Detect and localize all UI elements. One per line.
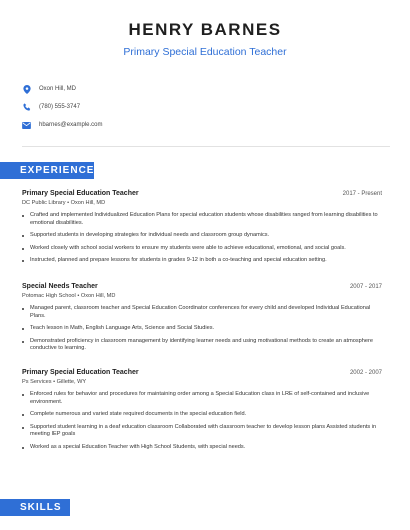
candidate-title: Primary Special Education Teacher bbox=[123, 46, 287, 58]
job-bullet: Crafted and implemented Individualized Education Plans for special education students whose disabilities ranged from learning disabilities to emotional disabilities. bbox=[22, 212, 382, 227]
section-experience-heading: EXPERIENCE bbox=[0, 162, 94, 179]
job-title: Primary Special Education Teacher bbox=[22, 369, 139, 376]
job-location: Oxon Hill, MD bbox=[70, 200, 106, 206]
email-icon bbox=[22, 121, 31, 130]
contact-phone bbox=[22, 98, 390, 116]
section-skills-heading: SKILLS bbox=[0, 499, 70, 516]
job-title: Special Needs Teacher bbox=[22, 283, 98, 290]
job-location: Oxon Hill, MD bbox=[80, 293, 116, 299]
contact-location-text: Oxon Hill, MD bbox=[39, 86, 77, 92]
header-divider bbox=[22, 146, 390, 147]
job-bullets bbox=[22, 391, 382, 452]
job-employer-line: Ps Services • Gillette, WY bbox=[22, 379, 87, 385]
job-bullets bbox=[22, 212, 382, 265]
job-dates: 2007 - 2017 bbox=[349, 284, 382, 290]
job-employer: Ps Services bbox=[22, 379, 52, 385]
job-bullet: Supported students in developing strategies for individual needs and classroom group dynamics. bbox=[22, 232, 382, 240]
job-dates: 2017 - Present bbox=[342, 191, 382, 197]
job-location: Gillette, WY bbox=[56, 379, 87, 385]
job-bullet: Supported student learning in a deaf education classroom Collaborated with classroom teacher to develop lesson plans Assisted students in meeting IEP goals bbox=[22, 424, 382, 439]
job-employer-line: DC Public Library • Oxon Hill, MD bbox=[22, 200, 106, 206]
job-bullet: Enforced rules for behavior and procedures for maintaining order among a Special Education class in LRE of self-contained and inclusive environment. bbox=[22, 391, 382, 406]
candidate-name: HENRY BARNES bbox=[128, 20, 282, 39]
job-bullet: Demonstrated proficiency in classroom management by identifying learner needs and using motivational methods to create an atmosphere conductive to learning. bbox=[22, 338, 382, 353]
job-bullet: Instructed, planned and prepare lessons for students in grades 9-12 in both a co-teaching and special education setting. bbox=[22, 257, 382, 265]
job-bullet: Worked as a special Education Teacher with High School Students, with special needs. bbox=[22, 444, 382, 452]
contact-list bbox=[22, 80, 390, 134]
job-entry bbox=[22, 369, 382, 457]
job-employer-line: Potomac High School • Oxon Hill, MD bbox=[22, 293, 116, 299]
contact-phone-text: (780) 555-3747 bbox=[39, 104, 81, 110]
contact-email-text[interactable]: hbarnes@example.com bbox=[39, 122, 103, 128]
location-pin-icon bbox=[22, 85, 31, 94]
job-dates: 2002 - 2007 bbox=[349, 370, 382, 376]
contact-location bbox=[22, 80, 390, 98]
job-employer: Potomac High School bbox=[22, 293, 76, 299]
job-bullets bbox=[22, 305, 382, 353]
job-bullet: Complete numerous and varied state required documents in the special education field. bbox=[22, 411, 382, 419]
resume-header bbox=[0, 20, 410, 58]
contact-email[interactable] bbox=[22, 116, 390, 134]
job-employer: DC Public Library bbox=[22, 200, 66, 206]
job-bullet: Worked closely with school social workers to ensure my students were able to achieve educational, emotional, and social goals. bbox=[22, 245, 382, 253]
job-bullet: Managed parent, classroom teacher and Special Education Coordinator conferences for every child and developed Individual Educational Plans. bbox=[22, 305, 382, 320]
job-entry bbox=[22, 190, 382, 270]
phone-icon bbox=[22, 103, 31, 112]
job-entry bbox=[22, 283, 382, 358]
job-title: Primary Special Education Teacher bbox=[22, 190, 139, 197]
job-bullet: Teach lesson in Math, English Language Arts, Science and Social Studies. bbox=[22, 325, 382, 333]
